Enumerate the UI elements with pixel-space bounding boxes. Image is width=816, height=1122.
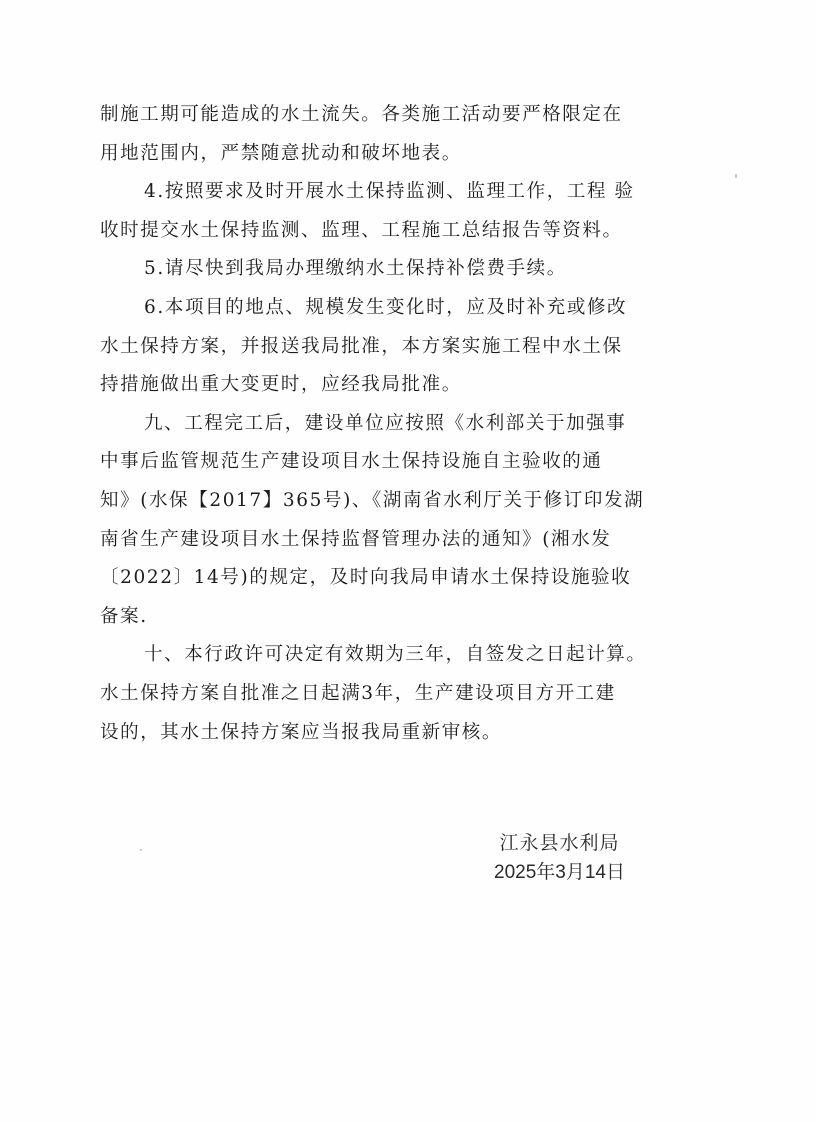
- body-line: 用地范围内，严禁随意扰动和破坏地表。: [100, 142, 462, 164]
- body-line: 备案.: [100, 605, 148, 627]
- body-line: 南省生产建设项目水土保持监督管理办法的通知》(湘水发: [100, 528, 612, 550]
- body-line: 持措施做出重大变更时，应经我局批准。: [100, 374, 462, 396]
- body-line-item-4: 4.按照要求及时开展水土保持监测、监理工作，工程 验: [144, 181, 635, 203]
- scan-speck: [140, 849, 142, 851]
- scan-speck: [735, 174, 737, 178]
- body-line-item-6: 6.本项目的地点、规模发生变化时，应及时补充或修改: [144, 296, 628, 318]
- body-line-section-9: 九、工程完工后，建设单位应按照《水利部关于加强事: [144, 412, 627, 434]
- body-line: 水土保持方案，并报送我局批准，本方案实施工程中水土保: [100, 335, 623, 357]
- body-line: 知》(水保【2017】365号)、《湖南省水利厅关于修订印发湖: [100, 489, 645, 511]
- signature-block: [494, 828, 625, 888]
- body-line-item-5: 5.请尽快到我局办理缴纳水土保持补偿费手续。: [144, 258, 567, 280]
- body-line-section-10: 十、本行政许可决定有效期为三年，自签发之日起计算。: [144, 644, 647, 666]
- issuer-name: 江永县水利局: [499, 832, 620, 854]
- body-line: 收时提交水土保持监测、监理、工程施工总结报告等资料。: [100, 219, 623, 241]
- body-line: 〔2022〕14号)的规定，及时向我局申请水土保持设施验收: [100, 567, 632, 589]
- body-line: 中事后监管规范生产建设项目水土保持设施自主验收的通: [100, 451, 603, 473]
- body-line: 水土保持方案自批准之日起满3年，生产建设项目方开工建: [100, 682, 616, 704]
- body-line: 制施工期可能造成的水土流失。各类施工活动要严格限定在: [100, 104, 623, 125]
- body-line: 设的，其水土保持方案应当报我局重新审核。: [100, 721, 503, 743]
- issue-date: 2025年3月14日: [494, 862, 625, 883]
- document-body: [100, 96, 690, 752]
